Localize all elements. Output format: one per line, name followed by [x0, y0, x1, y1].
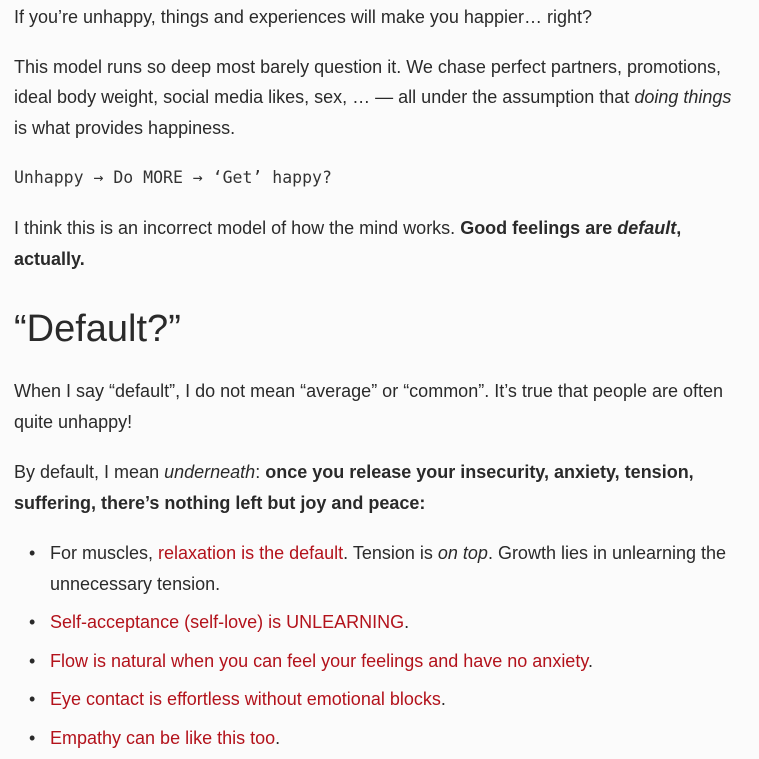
section-paragraph-2-strong: once you release your insecurity, anxiety, tension, suffering, there’s nothing left but joy and peace:: [14, 462, 694, 513]
intro-model-paragraph: [14, 52, 745, 144]
section-heading: “Default?”: [14, 308, 181, 350]
section-paragraph-2: [14, 457, 745, 518]
section-paragraph-2-prefix: By default, I mean: [14, 462, 165, 482]
bullet-icon: •: [29, 689, 36, 709]
section-paragraph-2-colon: :: [255, 462, 266, 482]
list-item-3-suffix: .: [588, 650, 594, 671]
bullet-icon: •: [29, 727, 36, 748]
list-item-4-suffix: .: [440, 689, 446, 709]
bullet-icon: •: [29, 612, 36, 632]
list-item-1-prefix: For muscles,: [50, 543, 159, 563]
list-item: [29, 646, 745, 677]
list-item: [29, 684, 745, 715]
section-paragraph-2-emphasis: underneath: [164, 462, 256, 482]
list-item: [29, 538, 745, 599]
thesis-strong-text: Good feelings are: [460, 218, 618, 238]
list-item-5-suffix: .: [275, 727, 281, 748]
bullet-icon: •: [29, 650, 36, 671]
thesis-period: .: [79, 248, 85, 269]
list-item: [29, 607, 745, 638]
empathy-link[interactable]: Empathy can be like this too: [50, 727, 276, 748]
intro-model-text: This model runs so deep most barely question it. We chase perfect partners, promotions, ideal body weight, social media likes, sex, … — all under the assumption that: [14, 56, 722, 107]
code-line: Unhappy → Do MORE → ‘Get’ happy?: [14, 168, 332, 187]
thesis-strong-text-end: , actually: [14, 218, 682, 269]
list-item-1-mid: . Tension is: [343, 543, 438, 563]
self-acceptance-link[interactable]: Self-acceptance (self-love) is UNLEARNING: [50, 612, 405, 632]
flow-link[interactable]: Flow is natural when you can feel your feelings and have no anxiety: [50, 650, 588, 671]
list-item-2-suffix: .: [404, 612, 410, 632]
intro-model-text-end: is what provides happiness.: [14, 117, 236, 138]
bullet-icon: •: [29, 543, 36, 563]
section-paragraph-1: When I say “default”, I do not mean “average” or “common”. It’s true that people are often quite unhappy!: [14, 381, 724, 432]
thesis-strong-emphasis: default: [617, 218, 677, 238]
list-item-1-emphasis: on top: [437, 543, 488, 563]
default-examples-list: [14, 538, 745, 753]
intro-question: If you’re unhappy, things and experiences will make you happier… right?: [14, 7, 592, 27]
list-item-1-suffix: . Growth lies in unlearning the unnecessary tension.: [50, 543, 727, 594]
eye-contact-link[interactable]: Eye contact is effortless without emotional blocks: [50, 689, 441, 709]
intro-model-emphasis: doing things: [634, 87, 732, 107]
thesis-text: I think this is an incorrect model of how the mind works.: [14, 218, 461, 238]
list-item: [29, 723, 745, 754]
thesis-paragraph: [14, 213, 745, 274]
relaxation-link[interactable]: relaxation is the default: [158, 543, 344, 563]
